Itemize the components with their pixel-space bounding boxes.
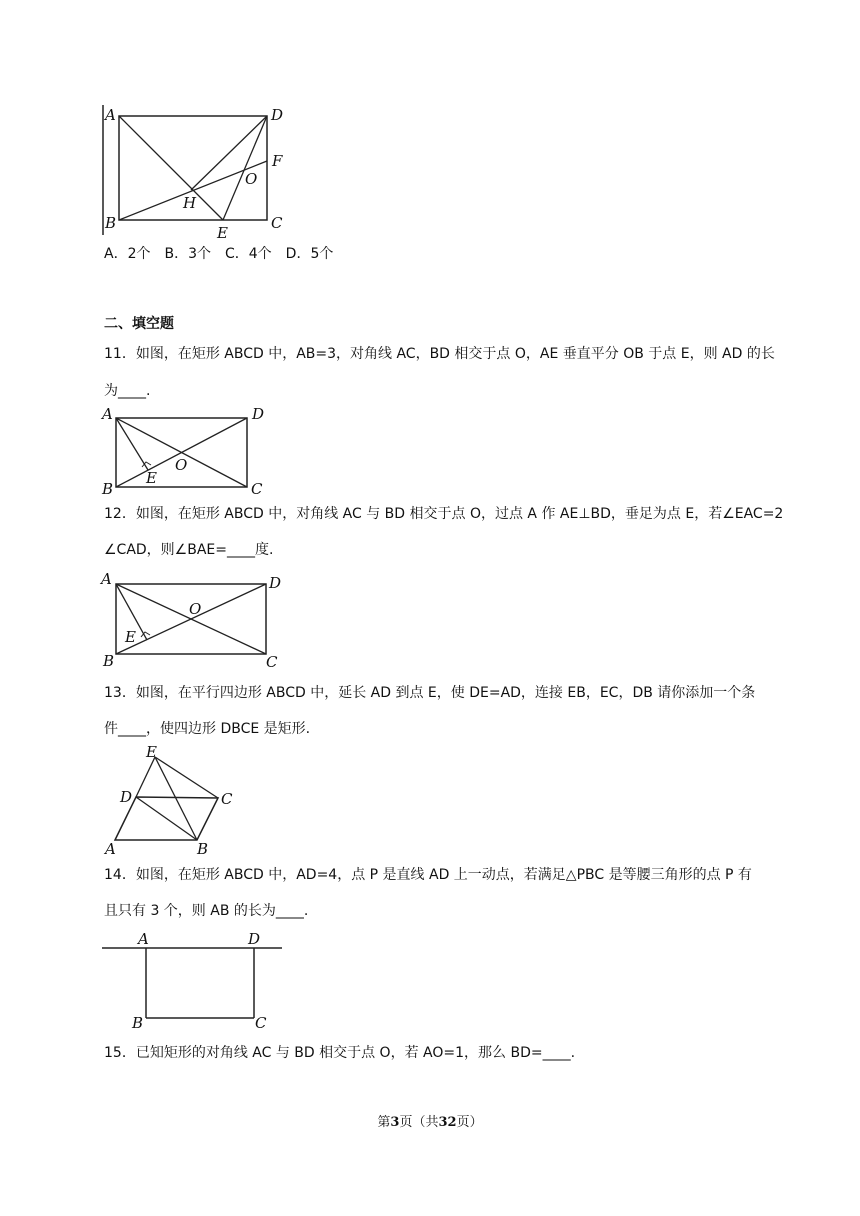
q10-label-e: E [217, 224, 228, 240]
q13-figure [100, 744, 245, 856]
q13-label-e: E [146, 744, 157, 761]
q11-label-o: O [175, 456, 188, 474]
q12-label-b: B [103, 652, 115, 670]
q10-label-h: H [183, 194, 197, 212]
q12-label-d: D [269, 574, 282, 592]
q11-label-a: A [102, 405, 113, 423]
q14-label-c: C [255, 1014, 267, 1032]
q14-label-a: A [138, 930, 149, 948]
q10-label-o: O [245, 170, 258, 188]
footer-mid: 页（共 [399, 1115, 439, 1130]
footer-page-number: 3 [390, 1115, 400, 1130]
q10-diagram [95, 100, 295, 240]
q10-figure [95, 100, 295, 240]
q13-label-b: B [197, 840, 209, 856]
q11-text-line2: 为____. [104, 383, 151, 399]
q14-text-line1: 14．如图，在矩形 ABCD 中，AD=4，点 P 是直线 AD 上一动点，若满足△PBC 是等腰三角形的点 P 有 [104, 867, 752, 883]
q12-text-line2: ∠CAD，则∠BAE=____度. [104, 542, 274, 558]
q11-diagram [97, 404, 272, 496]
q13-label-d: D [120, 788, 133, 806]
q11-figure [97, 404, 272, 496]
q12-diagram [97, 570, 287, 670]
q14-text-line2: 且只有 3 个，则 AB 的长为____. [104, 903, 309, 919]
q13-label-c: C [221, 790, 233, 808]
q12-label-o: O [189, 600, 202, 618]
q12-label-a: A [101, 570, 112, 588]
section-title: 二、填空题 [104, 316, 174, 332]
q13-text-line2: 件____，使四边形 DBCE 是矩形. [104, 721, 311, 737]
q12-label-e: E [125, 628, 136, 646]
q10-label-c: C [271, 214, 283, 232]
q11-label-b: B [102, 480, 114, 496]
q13-diagram [100, 744, 245, 856]
page-footer [0, 1111, 860, 1130]
q12-label-c: C [266, 653, 278, 670]
q10-label-b: B [105, 214, 117, 232]
footer-suffix: 页） [456, 1115, 483, 1130]
q11-label-d: D [252, 405, 265, 423]
q13-label-a: A [105, 840, 116, 856]
q11-label-e: E [146, 469, 157, 487]
q10-label-a: A [105, 106, 116, 124]
q13-text-line1: 13．如图，在平行四边形 ABCD 中，延长 AD 到点 E，使 DE=AD，连接 EB，EC，DB 请你添加一个条 [104, 685, 756, 701]
q14-figure [100, 928, 290, 1032]
footer-total-pages: 32 [438, 1115, 457, 1130]
q12-figure [97, 570, 287, 670]
q11-text-line1: 11．如图，在矩形 ABCD 中，AB=3，对角线 AC，BD 相交于点 O，AE 垂直平分 OB 于点 E，则 AD 的长 [104, 346, 775, 362]
q10-options: A．2个 B．3个 C．4个 D．5个 [104, 246, 334, 262]
footer-prefix: 第 [377, 1115, 391, 1130]
q12-text-line1: 12．如图，在矩形 ABCD 中，对角线 AC 与 BD 相交于点 O，过点 A 作 AE⊥BD，垂足为点 E，若∠EAC=2 [104, 506, 784, 522]
q14-label-d: D [248, 930, 261, 948]
q14-label-b: B [132, 1014, 144, 1032]
q14-diagram [100, 928, 290, 1032]
q10-label-d: D [271, 106, 284, 124]
q15-text: 15．已知矩形的对角线 AC 与 BD 相交于点 O，若 AO=1，那么 BD=____. [104, 1045, 576, 1061]
q11-label-c: C [251, 480, 263, 496]
q10-label-f: F [272, 152, 283, 170]
